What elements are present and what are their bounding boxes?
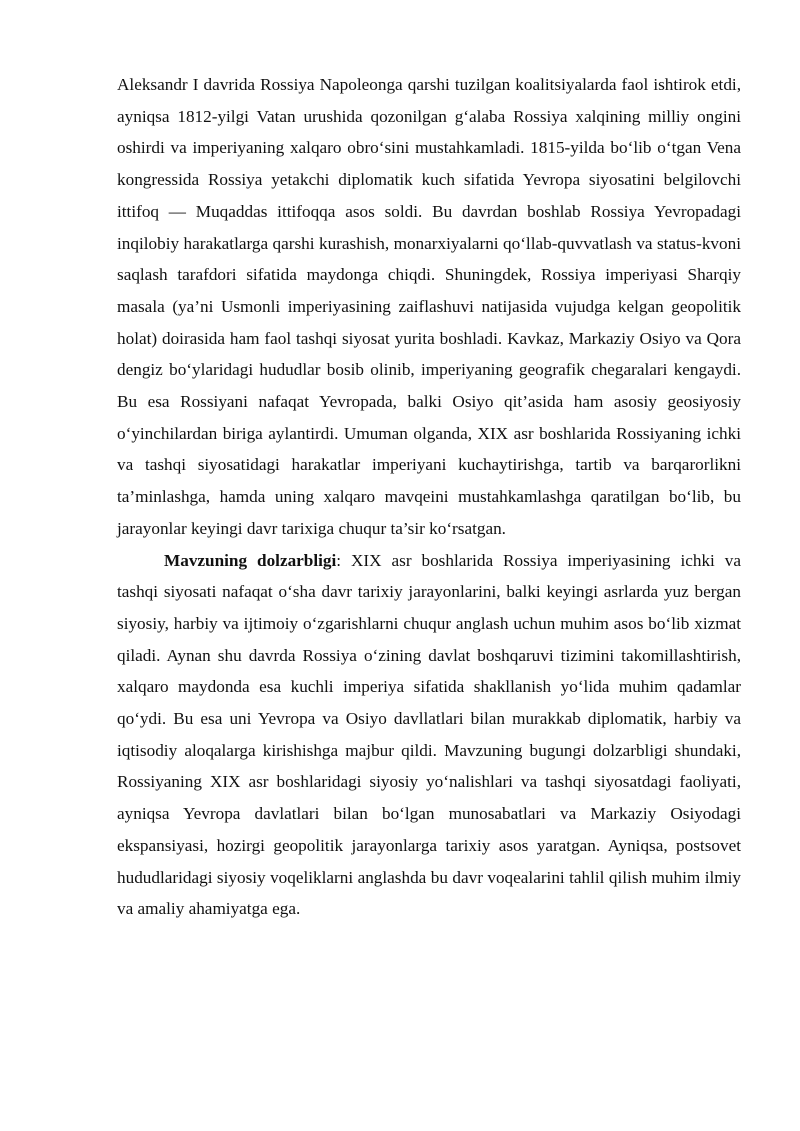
body-paragraph: Aleksandr I davrida Rossiya Napoleonga qarshi tuzilgan koalitsiyalarda faol ishtirok etdi, ayniqsa 1812-yilgi Vatan urushida qozonilgan g‘alaba Rossiya xalqining milliy ongini oshirdi va imperiyaning xalqaro obro‘sini mustahkamladi. 1815-yilda bo‘lib o‘tgan Vena kongressida Rossiya yetakchi diplomatik kuch sifatida Yevropa siyosatini belgilovchi ittifoq — Muqaddas ittifoqqa asos soldi. Bu davrdan boshlab Rossiya Yevropadagi inqilobiy harakatlarga qarshi kurashish, monarxiyalarni qo‘llab-quvvatlash va status-kvoni saqlash tarafdori sifatida maydonga chiqdi. Shuningdek, Rossiya imperiyasi Sharqiy masala (ya’ni Usmonli imperiyasining zaiflashuvi natijasida vujudga kelgan geopolitik holat) doirasida ham faol tashqi siyosat yurita boshladi. Kavkaz, Markaziy Osiyo va Qora dengiz bo‘ylaridagi hududlar bosib olinib, imperiyaning geografik chegaralari kengaydi. Bu esa Rossiyani nafaqat Yevropada, balki Osiyo qit’asida ham asosiy geosiyosiy o‘yinchilardan biriga aylantirdi. Umuman olganda, XIX asr boshlarida Rossiyaning ichki va tashqi siyosatidagi harakatlar imperiyani kuchaytirishga, tartib va barqarorlikni ta’minlashga, hamda uning xalqaro mavqeini mustahkamlashga qaratilgan bo‘lib, bu jarayonlar keyingi davr tarixiga chuqur ta’sir ko‘rsatgan. — [117, 75, 741, 538]
document-page — [117, 69, 741, 925]
relevance-paragraph — [117, 545, 741, 925]
relevance-heading: Mavzuning dolzarbligi — [164, 550, 337, 570]
relevance-text: : XIX asr boshlarida Rossiya imperiyasining ichki va tashqi siyosati nafaqat o‘sha davr tarixiy jarayonlarini, balki keyingi asrlarda yuz bergan siyosiy, harbiy va ijtimoiy o‘zgarishlarni chuqur anglash uchun muhim asos bo‘lib xizmat qiladi. Aynan shu davrda Rossiya o‘zining davlat boshqaruvi tizimini takomillashtirish, xalqaro maydonda esa kuchli imperiya sifatida shakllanish yo‘lida muhim qadamlar qo‘ydi. Bu esa uni Yevropa va Osiyo davllatlari bilan murakkab diplomatik, harbiy va iqtisodiy aloqalarga kirishishga majbur qildi. Mavzuning bugungi dolzarbligi shundaki, Rossiyaning XIX asr boshlaridagi siyosiy yo‘nalishlari va tashqi siyosatdagi faoliyati, ayniqsa Yevropa davlatlari bilan bo‘lgan munosabatlari va Markaziy Osiyodagi ekspansiyasi, hozirgi geopolitik jarayonlarga tarixiy asos yaratgan. Ayniqsa, postsovet hududlaridagi siyosiy voqeliklarni anglashda bu davr voqealarini tahlil qilish muhim ilmiy va amaliy ahamiyatga ega. — [117, 550, 742, 919]
